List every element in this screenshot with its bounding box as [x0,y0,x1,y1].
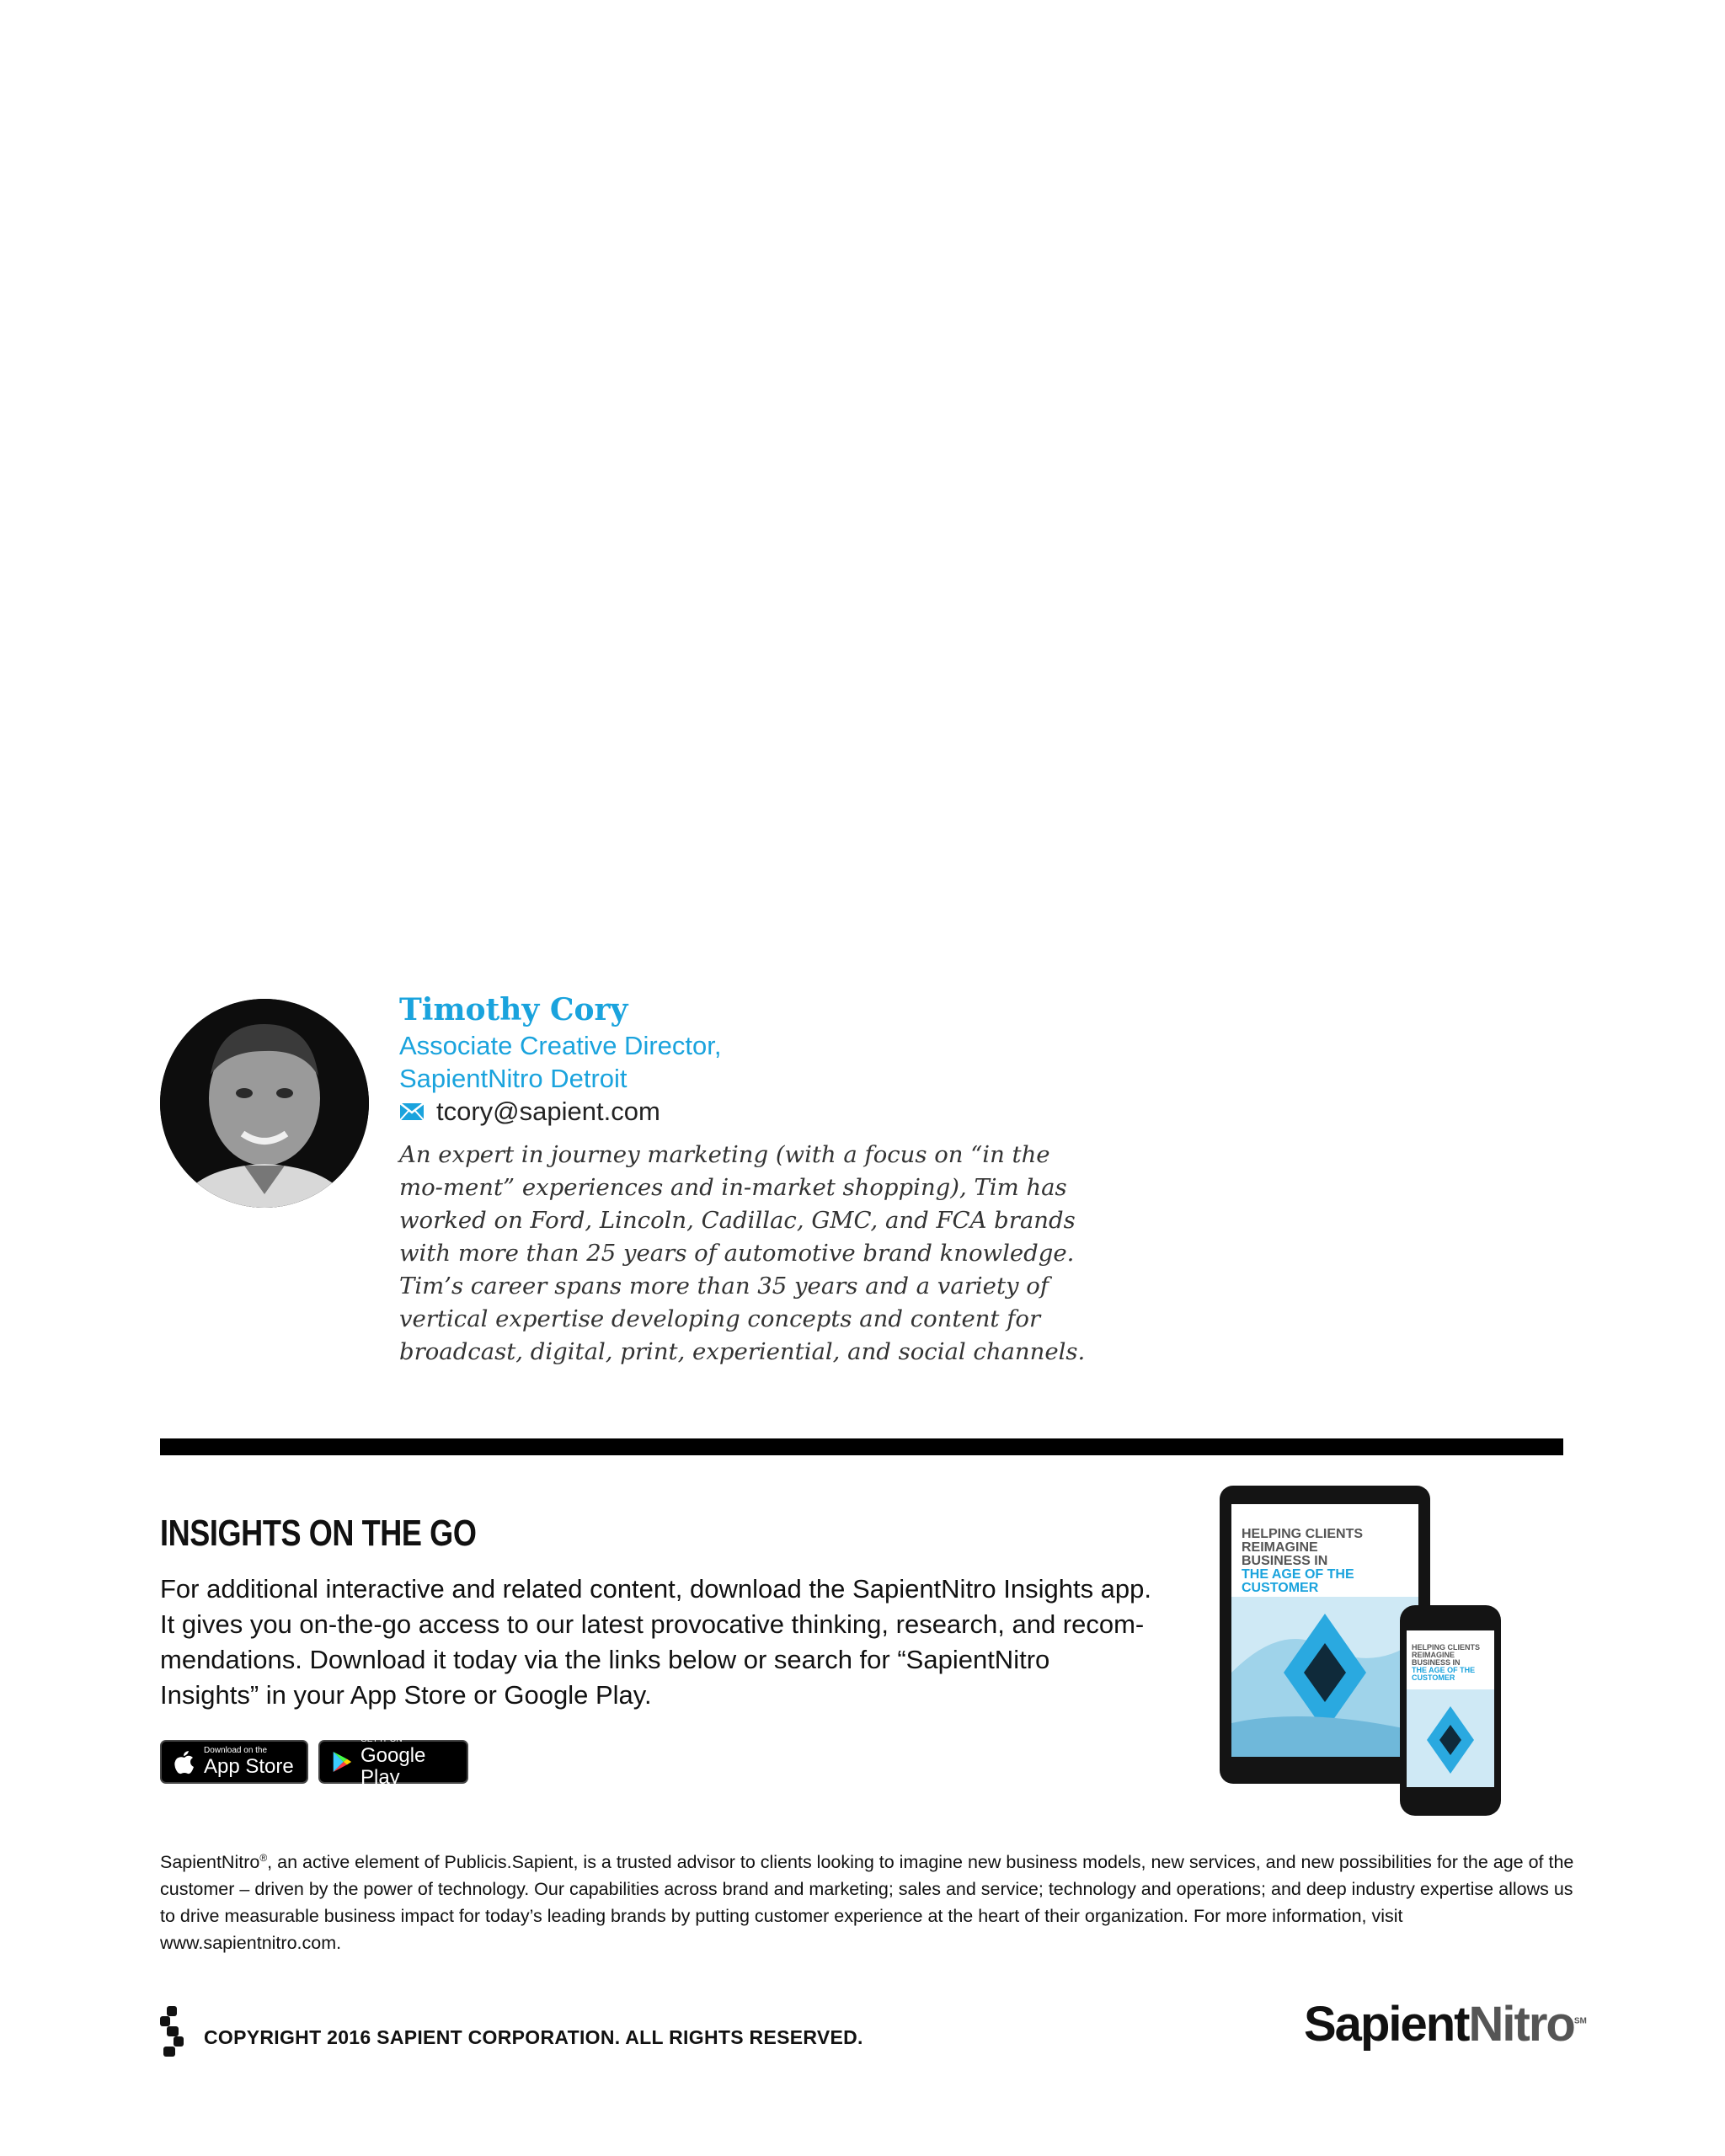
about-text: , an active element of Publicis.Sapient, is a trusted advisor to clients looking to imagine new business models, new services, and new possibilities for the age of the customer – driven by the power of technology. Our capabilities across brand and marketing; sales and service; technology and operations; and deep industry expertise allows us to drive measurable business impact for today’s leading brands by putting customer experience at the heart of their organization. For more information, visit www.sapientnitro.com. [160,1852,1574,1954]
author-email-link[interactable]: tcory@sapient.com [436,1097,660,1126]
author-title [399,1029,721,1095]
cover-line1: HELPING CLIENTS [1242,1527,1364,1541]
insights-heading: INSIGHTS ON THE GO [160,1513,477,1554]
about-brand: SapientNitro [160,1852,260,1873]
envelope-icon [399,1102,425,1121]
phone-screen [1407,1630,1494,1787]
tablet-screen [1231,1504,1418,1757]
phone-cover-line4: THE AGE OF THE [1412,1666,1476,1674]
registered-mark: ® [259,1852,268,1864]
phone-cover-line2: REIMAGINE [1412,1651,1455,1659]
phone-device [1400,1605,1501,1816]
author-title-line1: Associate Creative Director, [399,1031,722,1060]
cover-line3: BUSINESS IN [1242,1554,1328,1568]
cover-line2: REIMAGINE [1242,1540,1318,1555]
tablet-device [1220,1486,1430,1784]
app-store-label: App Store [204,1755,294,1778]
app-store-small-label: Download on the [204,1746,268,1755]
google-play-icon [332,1749,352,1774]
app-store-button[interactable] [160,1740,308,1784]
author-title-line2: SapientNitro Detroit [399,1064,628,1093]
sapientnitro-logo [1304,1996,1587,2052]
cover-line5: CUSTOMER [1242,1581,1319,1595]
cover-line4: THE AGE OF THE [1242,1567,1354,1582]
phone-cover-line1: HELPING CLIENTS [1412,1643,1481,1652]
google-play-label: Google Play [360,1744,426,1789]
phone-cover-line5: CUSTOMER [1412,1673,1455,1682]
logo-sapient: Sapient [1304,1997,1469,2052]
google-play-button[interactable] [318,1735,468,1789]
section-divider [160,1438,1563,1455]
google-play-small-label: GET IT ON [360,1735,403,1744]
copyright-notice: COPYRIGHT 2016 SAPIENT CORPORATION. ALL RIGHTS RESERVED. [204,2026,863,2048]
author-email-row [399,1097,660,1127]
insights-description: For additional interactive and related content, download the SapientNitro Insights app. It gives you on-the-go access to our latest provocative thinking, research, and recom-mendations. Download it today via the links below or search for “SapientNitro Insights” in your App Store or Google Play. [160,1574,1152,1710]
logo-nitro: Nitro [1468,1997,1574,2052]
about-paragraph [160,1844,1575,1956]
author-avatar [160,999,369,1208]
tablet-cover-title [1242,1528,1363,1595]
phone-cover-title [1412,1644,1480,1682]
sapient-mark-icon [160,2006,184,2057]
logo-service-mark: SM [1573,2016,1587,2026]
phone-cover-line3: BUSINESS IN [1412,1658,1461,1667]
author-bio: An expert in journey marketing (with a focus on “in the mo-ment” experiences and in-market shopping), Tim has worked on Ford, Lincoln, Cadillac, GMC, and FCA brands with more than 25 years of automotive brand knowledge. Tim’s career spans more than 35 years and a variety of vertical expertise developing concepts and content for broadcast, digital, print, experiential, and social channels. [399,1141,1086,1365]
author-photo [160,999,369,1208]
apple-icon [174,1749,195,1774]
author-name: Timothy Cory [399,992,628,1027]
